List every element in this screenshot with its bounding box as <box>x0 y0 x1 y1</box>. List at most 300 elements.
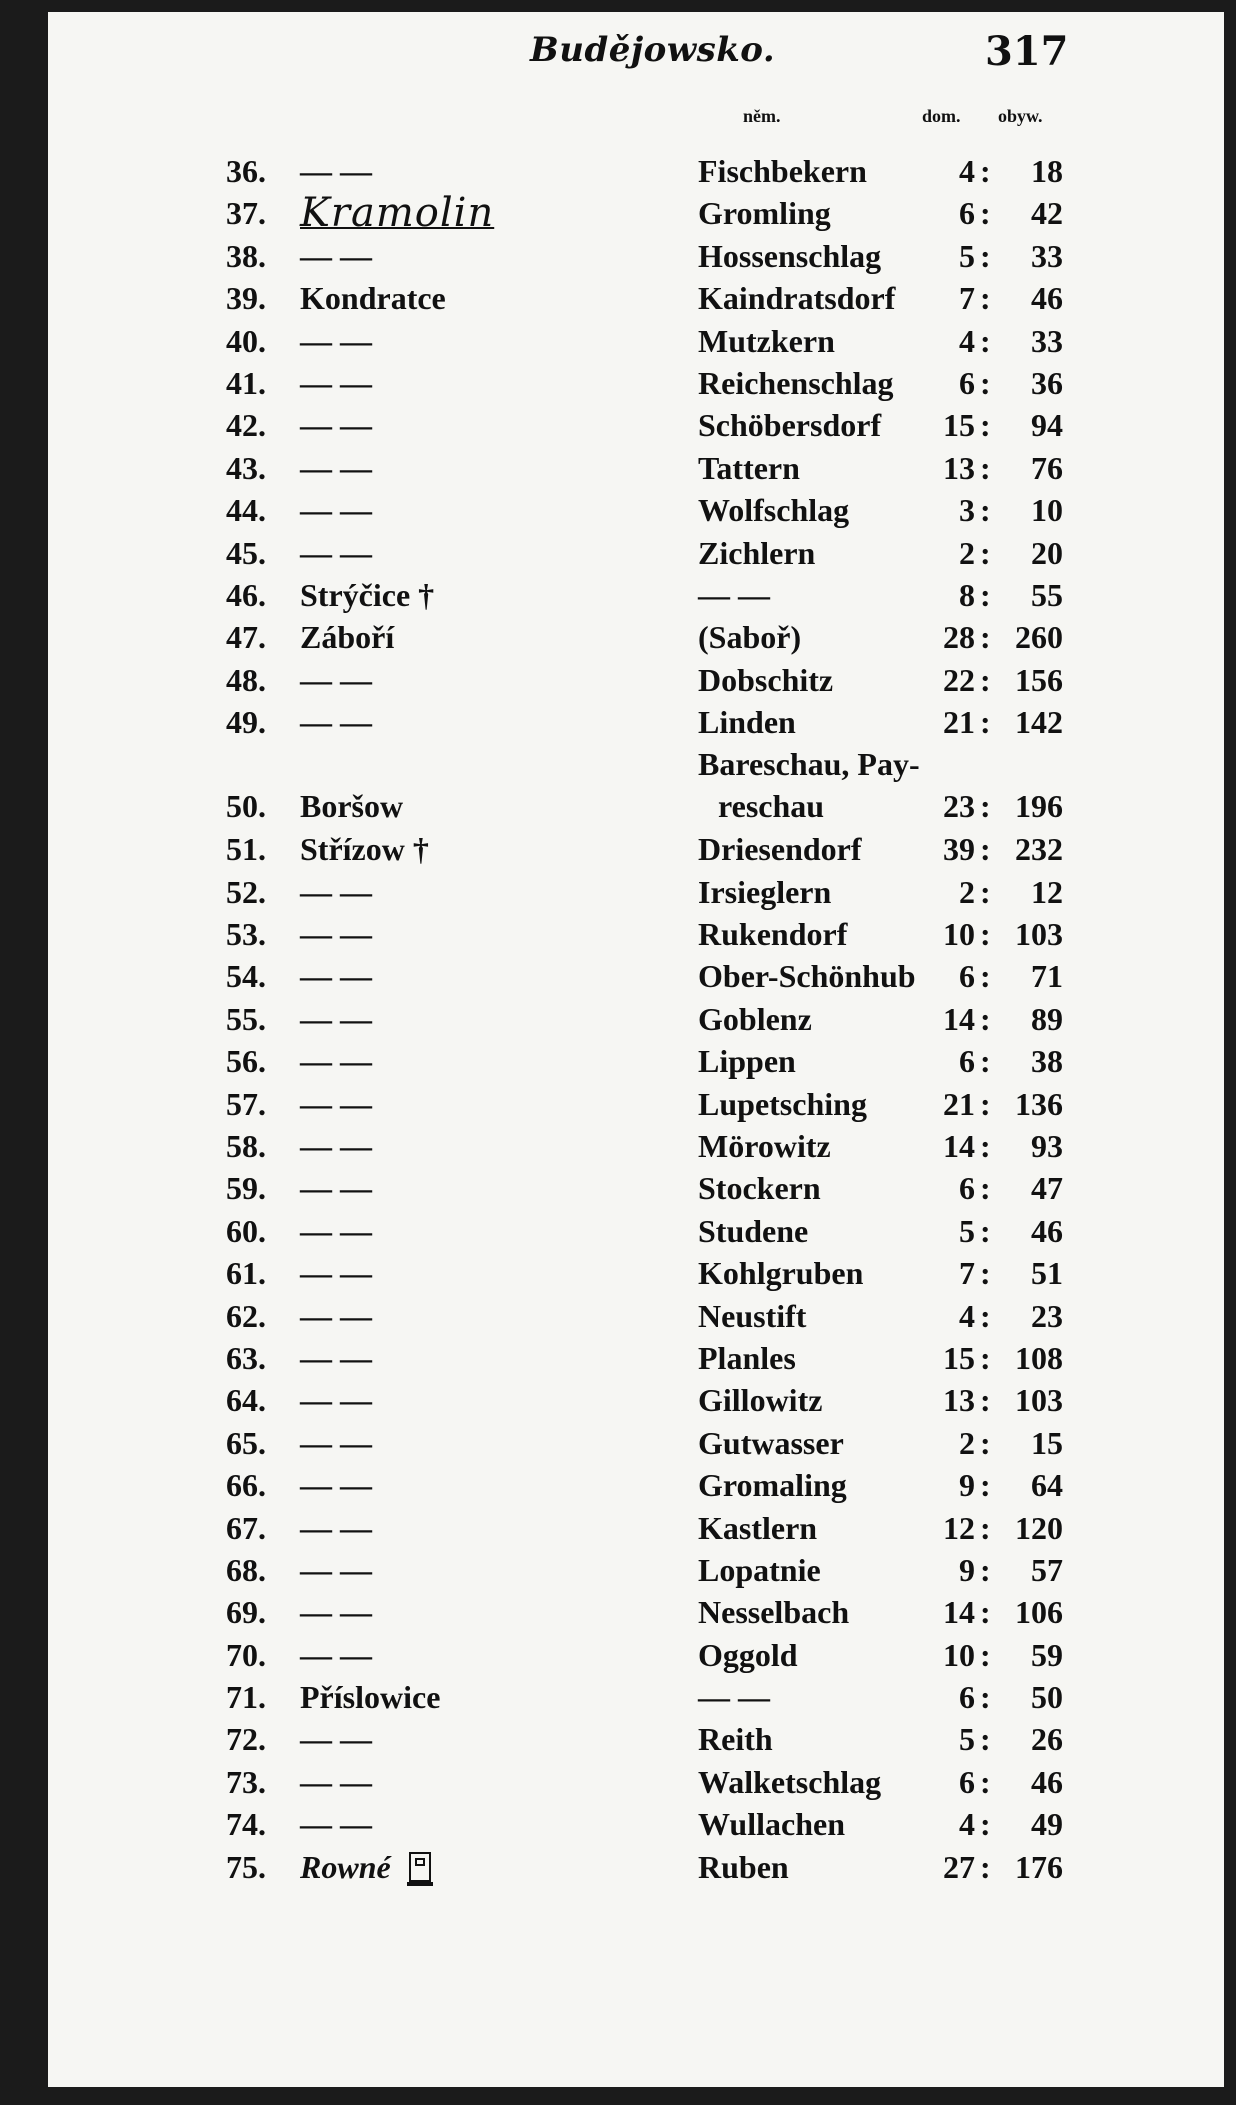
czech-name <box>300 1634 372 1676</box>
separator-colon: : <box>980 1000 991 1037</box>
czech-name <box>300 1549 372 1591</box>
houses-count: 10 <box>943 1636 975 1673</box>
czech-name-text: — — <box>300 1000 372 1037</box>
german-name: Kastlern <box>698 1509 818 1546</box>
german-name: Kohlgruben <box>698 1255 864 1292</box>
scan-border-bottom <box>0 2087 1236 2105</box>
czech-name-text: — — <box>300 1212 372 1249</box>
german-name: Tattern <box>698 449 800 486</box>
german-name: Gromling <box>698 195 831 232</box>
table-row <box>0 404 1236 446</box>
czech-name-text: — — <box>300 492 372 529</box>
czech-name <box>300 320 372 362</box>
german-name: Schöbersdorf <box>698 407 882 444</box>
row-number: 62. <box>226 1297 266 1334</box>
separator-colon: : <box>980 195 991 232</box>
table-row <box>0 701 1236 743</box>
inhabitants-count: 106 <box>1015 1594 1063 1631</box>
houses-count: 13 <box>943 1382 975 1419</box>
column-header-obyw: obyw. <box>998 106 1043 126</box>
czech-name-text: — — <box>300 1467 372 1504</box>
czech-name <box>300 1379 372 1421</box>
czech-name-text: — — <box>300 1763 372 1800</box>
table-row <box>0 1337 1236 1379</box>
row-number: 53. <box>226 916 266 953</box>
german-name: Ruben <box>698 1848 789 1885</box>
houses-count: 27 <box>943 1848 975 1885</box>
german-name: Wullachen <box>698 1806 845 1843</box>
separator-colon: : <box>980 1382 991 1419</box>
separator-colon: : <box>980 704 991 741</box>
czech-name <box>300 1252 372 1294</box>
czech-name-text: — — <box>300 1594 372 1631</box>
table-row <box>0 320 1236 362</box>
separator-colon: : <box>980 1551 991 1588</box>
czech-name-text: — — <box>300 1170 372 1207</box>
german-name: Lupetsching <box>698 1085 867 1122</box>
czech-name <box>300 1295 372 1337</box>
separator-colon: : <box>980 1255 991 1292</box>
inhabitants-count: 23 <box>1031 1297 1063 1334</box>
czech-name-text: — — <box>300 1382 372 1419</box>
inhabitants-count: 232 <box>1015 831 1063 868</box>
separator-colon: : <box>980 1212 991 1249</box>
houses-count: 8 <box>959 576 975 613</box>
german-name: Driesendorf <box>698 831 862 868</box>
table-row <box>0 1083 1236 1125</box>
czech-name <box>300 913 372 955</box>
german-name: Stockern <box>698 1170 821 1207</box>
running-head-title: Budějowsko. <box>530 30 776 70</box>
czech-name-text: — — <box>300 873 372 910</box>
czech-name <box>300 1083 372 1125</box>
inhabitants-count: 103 <box>1015 1382 1063 1419</box>
german-name: Fischbekern <box>698 153 867 189</box>
czech-name <box>300 1676 440 1718</box>
inhabitants-count: 55 <box>1031 576 1063 613</box>
table-row <box>0 277 1236 319</box>
inhabitants-count: 46 <box>1031 1763 1063 1800</box>
houses-count: 9 <box>959 1467 975 1504</box>
czech-name-text: — — <box>300 958 372 995</box>
german-name: Irsieglern <box>698 873 832 910</box>
inhabitants-count: 36 <box>1031 364 1063 401</box>
german-name: Goblenz <box>698 1000 812 1037</box>
czech-name-text: — — <box>300 534 372 571</box>
czech-name <box>300 362 372 404</box>
separator-colon: : <box>980 1679 991 1716</box>
german-name: Reith <box>698 1721 773 1758</box>
czech-name <box>300 447 372 489</box>
czech-name-text: — — <box>300 1085 372 1122</box>
houses-count: 5 <box>959 1721 975 1758</box>
separator-colon: : <box>980 534 991 571</box>
czech-name-text: — — <box>300 322 372 359</box>
inhabitants-count: 59 <box>1031 1636 1063 1673</box>
german-name: Nesselbach <box>698 1594 850 1631</box>
czech-name <box>300 1507 372 1549</box>
czech-name <box>300 1846 431 1888</box>
village-table <box>0 150 1236 1888</box>
separator-colon: : <box>980 153 991 189</box>
separator-colon: : <box>980 1594 991 1631</box>
table-row <box>0 913 1236 955</box>
table-row <box>0 659 1236 701</box>
table-row <box>0 1634 1236 1676</box>
houses-count: 2 <box>959 534 975 571</box>
separator-colon: : <box>980 788 991 825</box>
czech-name <box>300 1761 372 1803</box>
inhabitants-count: 49 <box>1031 1806 1063 1843</box>
inhabitants-count: 120 <box>1015 1509 1063 1546</box>
inhabitants-count: 33 <box>1031 322 1063 359</box>
row-number: 43. <box>226 449 266 486</box>
czech-name <box>300 1125 372 1167</box>
houses-count: 13 <box>943 449 975 486</box>
row-number: 66. <box>226 1467 266 1504</box>
houses-count: 6 <box>959 1763 975 1800</box>
separator-colon: : <box>980 661 991 698</box>
inhabitants-count: 64 <box>1031 1467 1063 1504</box>
inhabitants-count: 51 <box>1031 1255 1063 1292</box>
inhabitants-count: 103 <box>1015 916 1063 953</box>
separator-colon: : <box>980 1509 991 1546</box>
inhabitants-count: 10 <box>1031 492 1063 529</box>
table-row <box>0 1167 1236 1209</box>
separator-colon: : <box>980 1763 991 1800</box>
czech-name <box>300 574 434 616</box>
czech-name <box>300 998 372 1040</box>
inhabitants-count: 47 <box>1031 1170 1063 1207</box>
page-number: 317 <box>985 28 1069 75</box>
separator-colon: : <box>980 1424 991 1461</box>
row-number: 37. <box>226 195 266 232</box>
separator-colon: : <box>980 576 991 613</box>
czech-name-text: — — <box>300 1128 372 1164</box>
separator-colon: : <box>980 492 991 529</box>
separator-colon: : <box>980 873 991 910</box>
german-name: Wolfschlag <box>698 492 850 529</box>
row-number: 63. <box>226 1339 266 1376</box>
table-row <box>0 1507 1236 1549</box>
houses-count: 21 <box>943 704 975 741</box>
houses-count: 7 <box>959 280 975 317</box>
czech-name <box>300 277 446 319</box>
row-number: 71. <box>226 1679 266 1716</box>
row-number: 51. <box>226 831 266 868</box>
german-name: Mörowitz <box>698 1128 831 1164</box>
german-name: Mutzkern <box>698 322 835 359</box>
row-number: 69. <box>226 1594 266 1631</box>
czech-name <box>300 192 494 236</box>
czech-name-text: — — <box>300 1509 372 1546</box>
czech-name <box>300 532 372 574</box>
german-name: Linden <box>698 704 796 741</box>
inhabitants-count: 71 <box>1031 958 1063 995</box>
inhabitants-count: 38 <box>1031 1043 1063 1080</box>
separator-colon: : <box>980 237 991 274</box>
czech-name-text: Strýčice † <box>300 576 435 613</box>
houses-count: 6 <box>959 1043 975 1080</box>
inhabitants-count: 26 <box>1031 1721 1063 1758</box>
czech-name-text: — — <box>300 1339 372 1376</box>
houses-count: 21 <box>943 1085 975 1122</box>
table-row <box>0 1761 1236 1803</box>
separator-colon: : <box>980 1043 991 1080</box>
czech-name <box>300 1210 372 1252</box>
houses-count: 3 <box>959 492 975 529</box>
separator-colon: : <box>980 364 991 401</box>
row-number: 54. <box>226 958 266 995</box>
inhabitants-count: 93 <box>1031 1128 1063 1164</box>
separator-colon: : <box>980 1297 991 1334</box>
inhabitants-count: 18 <box>1031 153 1063 189</box>
german-name: Zichlern <box>698 534 816 571</box>
houses-count: 15 <box>943 407 975 444</box>
czech-name <box>300 828 429 870</box>
row-number: 55. <box>226 1000 266 1037</box>
houses-count: 2 <box>959 1424 975 1461</box>
row-number: 38. <box>226 237 266 274</box>
table-row <box>0 150 1236 192</box>
czech-name-text: — — <box>300 1721 372 1758</box>
houses-count: 10 <box>943 916 975 953</box>
table-row <box>0 190 1236 237</box>
table-row <box>0 235 1236 277</box>
houses-count: 7 <box>959 1255 975 1292</box>
czech-name-text: Boršow <box>300 788 404 825</box>
table-row <box>0 1676 1236 1718</box>
german-name: Oggold <box>698 1636 798 1673</box>
inhabitants-count: 50 <box>1031 1679 1063 1716</box>
row-number: 65. <box>226 1424 266 1461</box>
german-name: Ober-Schönhub <box>698 958 916 995</box>
table-row <box>0 616 1236 658</box>
table-row <box>0 1803 1236 1845</box>
table-row <box>0 871 1236 913</box>
czech-name-text: — — <box>300 916 372 953</box>
czech-name-text: — — <box>300 449 372 486</box>
houses-count: 14 <box>943 1000 975 1037</box>
row-number: 59. <box>226 1170 266 1207</box>
houses-count: 4 <box>959 153 975 189</box>
german-name: Rukendorf <box>698 916 848 953</box>
row-number: 60. <box>226 1212 266 1249</box>
houses-count: 6 <box>959 195 975 232</box>
row-number: 61. <box>226 1255 266 1292</box>
houses-count: 6 <box>959 1170 975 1207</box>
czech-name-text: — — <box>300 237 372 274</box>
row-number: 74. <box>226 1806 266 1843</box>
row-number: 56. <box>226 1043 266 1080</box>
table-row <box>0 743 1236 828</box>
inhabitants-count: 46 <box>1031 1212 1063 1249</box>
table-row <box>0 998 1236 1040</box>
houses-count: 14 <box>943 1594 975 1631</box>
czech-name <box>300 1422 372 1464</box>
czech-name-text: — — <box>300 1297 372 1334</box>
table-row <box>0 828 1236 870</box>
separator-colon: : <box>980 831 991 868</box>
houses-count: 5 <box>959 1212 975 1249</box>
czech-name-text: — — <box>300 153 372 189</box>
houses-count: 4 <box>959 1806 975 1843</box>
czech-name-text: — — <box>300 1636 372 1673</box>
german-name: Hossenschlag <box>698 237 882 274</box>
row-number: 73. <box>226 1763 266 1800</box>
german-name: Gillowitz <box>698 1382 823 1419</box>
inhabitants-count: 176 <box>1015 1848 1063 1885</box>
inhabitants-count: 136 <box>1015 1085 1063 1122</box>
table-row <box>0 1464 1236 1506</box>
table-row <box>0 1549 1236 1591</box>
czech-name <box>300 235 372 277</box>
german-name: Gutwasser <box>698 1424 844 1461</box>
german-name: Lippen <box>698 1043 796 1080</box>
separator-colon: : <box>980 958 991 995</box>
czech-name-text: Kondratce <box>300 280 446 317</box>
separator-colon: : <box>980 449 991 486</box>
czech-name-text: — — <box>300 1255 372 1292</box>
table-row <box>0 489 1236 531</box>
czech-name <box>300 1803 372 1845</box>
czech-name-text: — — <box>300 407 372 444</box>
row-number: 42. <box>226 407 266 444</box>
czech-name <box>300 659 372 701</box>
inhabitants-count: 142 <box>1015 704 1063 741</box>
inhabitants-count: 196 <box>1015 788 1063 825</box>
czech-name <box>300 955 372 997</box>
separator-colon: : <box>980 1128 991 1164</box>
inhabitants-count: 42 <box>1031 195 1063 232</box>
german-name: Dobschitz <box>698 661 834 698</box>
czech-name <box>300 1337 372 1379</box>
separator-colon: : <box>980 916 991 953</box>
row-number: 41. <box>226 364 266 401</box>
inhabitants-count: 89 <box>1031 1000 1063 1037</box>
inhabitants-count: 20 <box>1031 534 1063 571</box>
inhabitants-count: 76 <box>1031 449 1063 486</box>
german-name: Neustift <box>698 1297 807 1334</box>
czech-name-text: — — <box>300 704 372 741</box>
tower-icon <box>409 1852 431 1882</box>
separator-colon: : <box>980 1170 991 1207</box>
german-name: Gromaling <box>698 1467 847 1504</box>
table-row <box>0 1379 1236 1421</box>
german-name: Reichenschlag <box>698 364 894 401</box>
separator-colon: : <box>980 407 991 444</box>
inhabitants-count: 12 <box>1031 873 1063 910</box>
row-number: 64. <box>226 1382 266 1419</box>
houses-count: 23 <box>943 788 975 825</box>
row-number: 72. <box>226 1721 266 1758</box>
czech-name-text: Rowné <box>300 1848 391 1885</box>
table-row <box>0 447 1236 489</box>
houses-count: 2 <box>959 873 975 910</box>
column-header-nem: něm. <box>743 106 781 126</box>
row-number: 46. <box>226 576 266 613</box>
czech-name-text: — — <box>300 364 372 401</box>
inhabitants-count: 15 <box>1031 1424 1063 1461</box>
german-name-continued: reschau <box>718 788 825 825</box>
row-number: 49. <box>226 704 266 741</box>
german-name: Lopatnie <box>698 1551 821 1588</box>
czech-name <box>300 616 394 658</box>
table-row <box>0 574 1236 616</box>
row-number: 36. <box>226 153 266 189</box>
row-number: 39. <box>226 280 266 317</box>
german-name: — — <box>698 576 770 613</box>
czech-name <box>300 785 403 827</box>
row-number: 48. <box>226 661 266 698</box>
table-row <box>0 1040 1236 1082</box>
czech-name <box>300 871 372 913</box>
table-row <box>0 1125 1236 1167</box>
inhabitants-count: 108 <box>1015 1339 1063 1376</box>
separator-colon: : <box>980 280 991 317</box>
row-number: 45. <box>226 534 266 571</box>
czech-name-text: — — <box>300 1043 372 1080</box>
czech-name <box>300 1591 372 1633</box>
separator-colon: : <box>980 1806 991 1843</box>
houses-count: 4 <box>959 1297 975 1334</box>
separator-colon: : <box>980 1467 991 1504</box>
row-number: 75. <box>226 1848 266 1885</box>
houses-count: 39 <box>943 831 975 868</box>
czech-name-text: — — <box>300 661 372 698</box>
inhabitants-count: 46 <box>1031 280 1063 317</box>
row-number: 40. <box>226 322 266 359</box>
houses-count: 6 <box>959 1679 975 1716</box>
separator-colon: : <box>980 1085 991 1122</box>
separator-colon: : <box>980 1848 991 1885</box>
row-number: 70. <box>226 1636 266 1673</box>
houses-count: 15 <box>943 1339 975 1376</box>
handwritten-annotation: Kramolin <box>300 190 495 237</box>
table-row <box>0 362 1236 404</box>
separator-colon: : <box>980 1339 991 1376</box>
table-row <box>0 532 1236 574</box>
column-header-dom: dom. <box>922 106 961 126</box>
czech-name <box>300 404 372 446</box>
inhabitants-count: 260 <box>1015 619 1063 656</box>
german-name: (Saboř) <box>698 619 802 656</box>
german-name: Bareschau, Pay- <box>698 746 920 783</box>
houses-count: 12 <box>943 1509 975 1546</box>
table-row <box>0 1252 1236 1294</box>
german-name: Studene <box>698 1212 809 1249</box>
inhabitants-count: 94 <box>1031 407 1063 444</box>
czech-name <box>300 150 372 192</box>
german-name: Walketschlag <box>698 1763 882 1800</box>
table-row <box>0 1422 1236 1464</box>
row-number: 57. <box>226 1085 266 1122</box>
houses-count: 28 <box>943 619 975 656</box>
czech-name-text: — — <box>300 1551 372 1588</box>
row-number: 67. <box>226 1509 266 1546</box>
scan-border-top <box>0 0 1236 12</box>
houses-count: 14 <box>943 1128 975 1164</box>
czech-name <box>300 1718 372 1760</box>
table-row <box>0 1846 1236 1888</box>
houses-count: 6 <box>959 364 975 401</box>
table-row <box>0 1210 1236 1252</box>
czech-name-text: Záboří <box>300 619 395 656</box>
row-number: 68. <box>226 1551 266 1588</box>
german-name: Planles <box>698 1339 796 1376</box>
table-row <box>0 1718 1236 1760</box>
inhabitants-count: 33 <box>1031 237 1063 274</box>
